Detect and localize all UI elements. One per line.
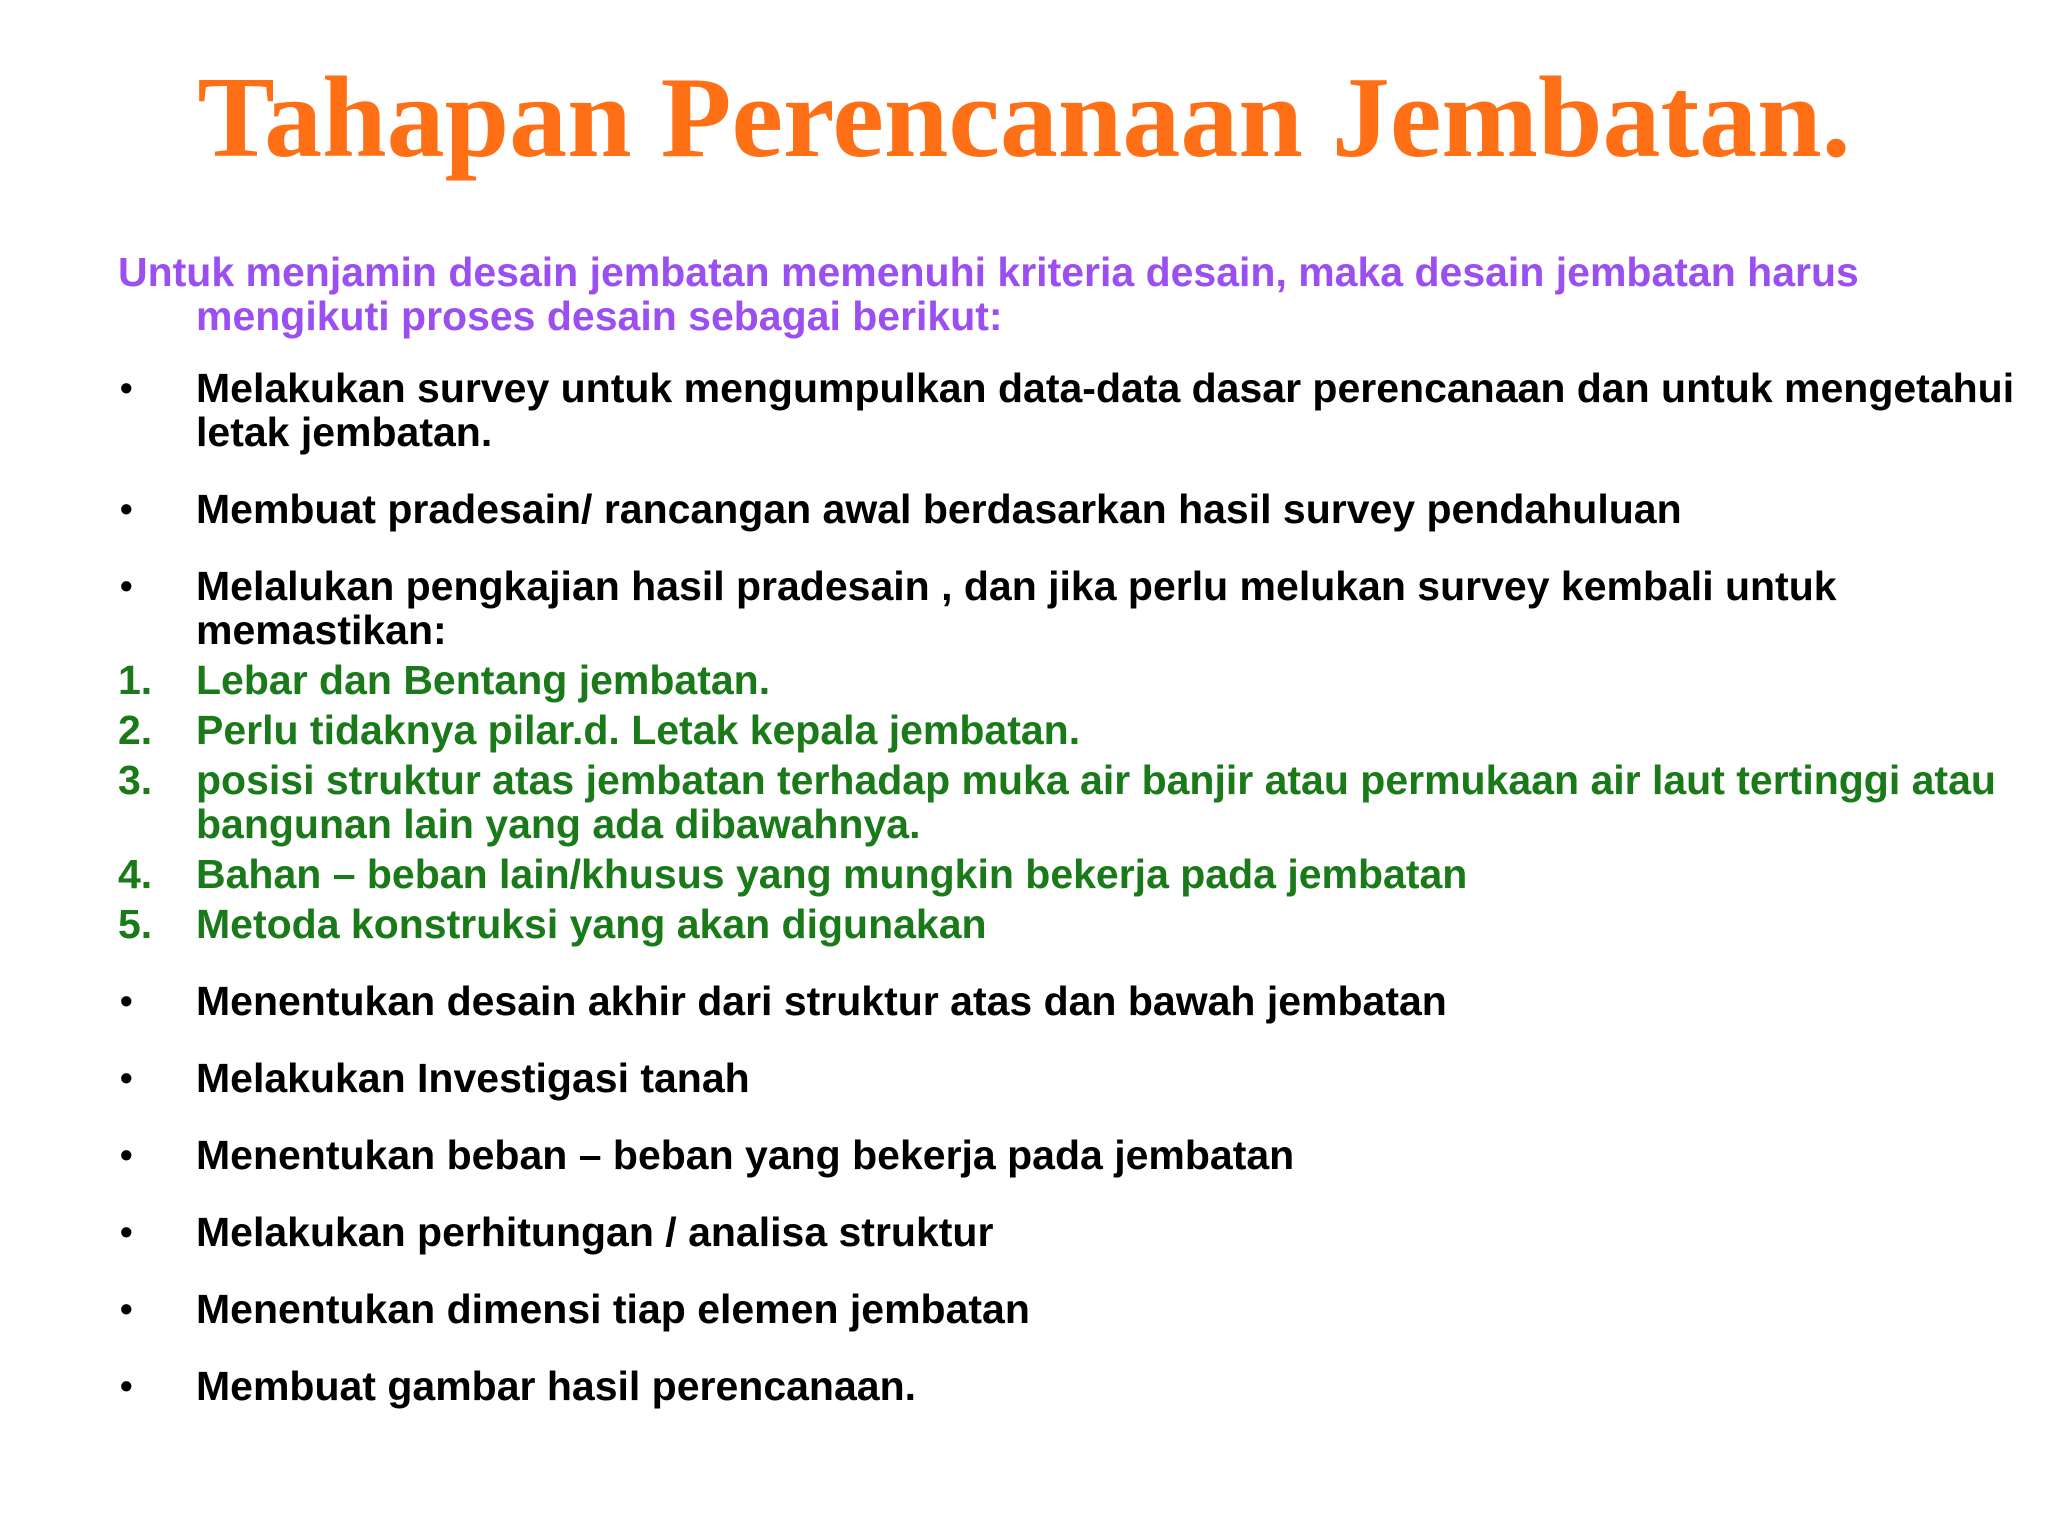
bullet-icon: • <box>120 980 133 1021</box>
bullet-icon: • <box>120 565 133 606</box>
bullet-item <box>118 1056 2018 1100</box>
bullet-item <box>118 487 2018 531</box>
bullet-icon: • <box>120 1057 133 1098</box>
intro-text: Untuk menjamin desain jembatan memenuhi kriteria desain, maka desain jembatan harus mengikuti proses desain sebagai berikut: <box>118 249 1859 339</box>
item-number: 4. <box>118 851 153 897</box>
bullet-item <box>118 564 2018 652</box>
bullet-text: Melakukan perhitungan / analisa struktur <box>196 1209 994 1255</box>
item-number: 5. <box>118 901 153 947</box>
bullet-item <box>118 1364 2018 1408</box>
slide-content <box>118 250 2018 1408</box>
bullet-icon: • <box>120 1211 133 1252</box>
bullet-item <box>118 1210 2018 1254</box>
bullet-text: Membuat pradesain/ rancangan awal berdasarkan hasil survey pendahuluan <box>196 486 1682 532</box>
bullet-item <box>118 1287 2018 1331</box>
item-number: 2. <box>118 707 153 753</box>
numbered-item <box>118 902 2018 946</box>
numbered-item <box>118 708 2018 752</box>
item-number: 1. <box>118 657 153 703</box>
bullet-text: Menentukan dimensi tiap elemen jembatan <box>196 1286 1030 1332</box>
numbered-text: posisi struktur atas jembatan terhadap muka air banjir atau permukaan air laut tertinggi atau bangunan lain yang ada dibawahnya. <box>196 757 1996 847</box>
slide-title: Tahapan Perencanaan Jembatan. <box>197 54 1851 182</box>
numbered-text: Lebar dan Bentang jembatan. <box>196 657 771 703</box>
bullet-item <box>118 979 2018 1023</box>
bullet-text: Melalukan pengkajian hasil pradesain , dan jika perlu melukan survey kembali untuk memastikan: <box>196 563 1837 653</box>
numbered-item <box>118 658 2018 702</box>
bullet-icon: • <box>120 1134 133 1175</box>
bullet-text: Melakukan Investigasi tanah <box>196 1055 750 1101</box>
numbered-text: Metoda konstruksi yang akan digunakan <box>196 901 987 947</box>
bullet-item <box>118 1133 2018 1177</box>
bullet-icon: • <box>120 367 133 408</box>
bullet-icon: • <box>120 488 133 529</box>
bullet-item <box>118 366 2018 454</box>
bullet-text: Menentukan desain akhir dari struktur atas dan bawah jembatan <box>196 978 1447 1024</box>
bullet-icon: • <box>120 1365 133 1406</box>
numbered-item <box>118 758 2018 846</box>
numbered-text: Bahan – beban lain/khusus yang mungkin bekerja pada jembatan <box>196 851 1468 897</box>
bullet-text: Menentukan beban – beban yang bekerja pada jembatan <box>196 1132 1295 1178</box>
bullet-text: Membuat gambar hasil perencanaan. <box>196 1363 917 1409</box>
numbered-text: Perlu tidaknya pilar.d. Letak kepala jembatan. <box>196 707 1081 753</box>
item-number: 3. <box>118 757 153 803</box>
bullet-icon: • <box>120 1288 133 1329</box>
numbered-item <box>118 852 2018 896</box>
bullet-text: Melakukan survey untuk mengumpulkan data-data dasar perencanaan dan untuk mengetahui letak jembatan. <box>196 365 2015 455</box>
